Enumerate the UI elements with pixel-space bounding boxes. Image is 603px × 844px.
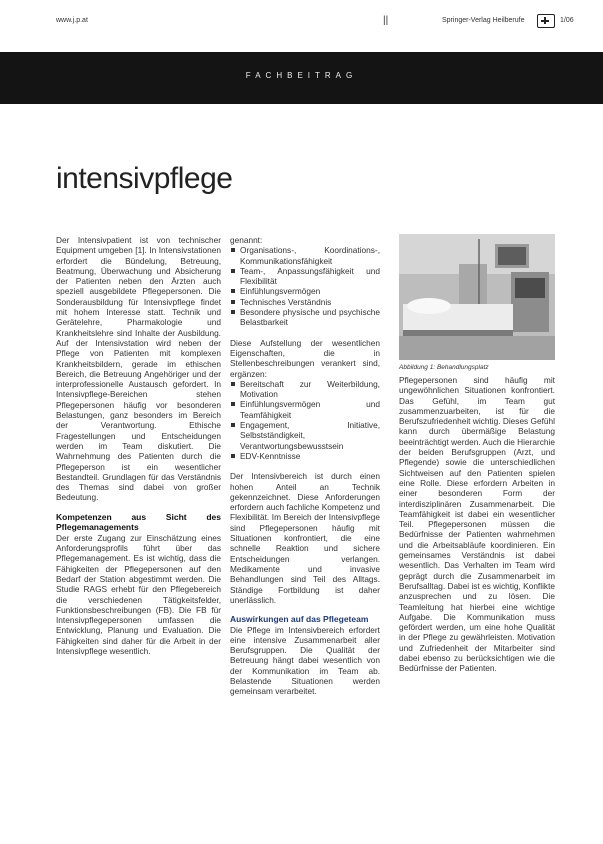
publisher-logo-icon [537,14,555,28]
col2-paragraph-2: Der Intensivbereich ist durch einen hohen Anteil an Technik gekennzeichnet. Diese Anforderungen erfordern auch fachliche Kompetenz und Flexibilität. Im Bereich der Intensivpflege sind Pflegepersonen häufig mit Situationen konfrontiert, die eine schnelle Reaktion und sichere Entscheidungen verlangen. Medikamente und invasive Behandlungen sind Teil des Alltags. Ständige Fortbildung ist daher unerlässlich. [230,471,380,605]
list-item: EDV-Kenntnisse [230,451,380,461]
header-issue-number: 1/06 [560,17,574,24]
page-header [0,14,603,28]
list-item: Team-, Anpassungsfähigkeit und Flexibilität [230,266,380,287]
banner-label: FACHBEITRAG [245,71,358,80]
col3-paragraph: Pflegepersonen sind häufig mit ungewöhnlichen Situationen konfrontiert. Das Gefühl, im Team gut zusammenzuarbeiten, ist für die Berufszufriedenheit wichtig. Dieses Gefühl kann durch übermäßige Belastung beeinträchtigt werden. Auch die Hierarchie der beiden Berufsgruppen (Arzt, und Pflegende) sowie die unterschiedlichen Sichtweisen auf den Patienten spielen eine Rolle. Diese erfordern Arbeiten in einer besonderen Form der interdisziplinären Zusammenarbeit. Die Teamfähigkeit ist dabei ein wesentlicher Teil. Pflegepersonen müssen die Bedürfnisse der Patienten wahrnehmen und die Arbeitsabläufe koordinieren. Ein gemeinsames Verständnis ist dabei wesentlich. Das Verhalten im Team wird geprägt durch die Zusammenarbeit im Berufsalltag. Dabei ist es wichtig, Konflikte anzusprechen und zu lösen. Die Teamleitung hat hierbei eine wichtige Aufgabe. Die Kommunikation muss gefördert werden, um eine hohe Qualität in der Pflege zu gewährleisten. Motivation und Zufriedenheit der Mitarbeiter sind dabei ebenso zu berücksichtigen wie die Bedürfnisse der Patienten. [399,375,555,674]
col2-paragraph-1: Diese Aufstellung der wesentlichen Eigenschaften, die in Stellenbeschreibungen verankert sind, ergänzen: [230,337,380,379]
list-item: Einfühlungsvermögen [230,286,380,296]
col2-intro: genannt: [230,235,263,245]
column-2 [230,235,380,706]
col2-paragraph-3: Die Pflege im Intensivbereich erfordert eine intensive Zusammenarbeit aller Berufsgruppen. Die Qualität der Betreuung hängt dabei wesentlich von der Kommunikation im Team ab. Belastende Situationen werden gemeinsam verarbeitet. [230,624,380,697]
photo-caption: Abbildung 1: Behandlungsplatz [399,364,489,371]
bullet-icon [231,454,235,458]
column-1 [56,235,221,665]
header-website: www.j.p.at [56,17,88,24]
bullet-icon [231,300,235,304]
bullet-icon [231,402,235,406]
col1-paragraph-2: Der erste Zugang zur Einschätzung eines Anforderungsprofils führt über das Pflegemanagement. Es ist wichtig, dass die Fähigkeiten der Pflegepersonen auf den Bedarf der Station abgestimmt werden. Die Studie RAGS erhebt für den Pflegebereich die verschiedenen Tätigkeitsfelder, Funktionsbeschreibungen (FB). Die FB für Intensivpflegepersonen umfassen die Entwicklung, Planung und Evaluation. Die Fähigkeiten sind daher für die Arbeit in der Intensivpflege wesentlich. [56,532,221,656]
competency-list [230,245,380,327]
col1-paragraph: Der Intensivpatient ist von technischer Equipment umgeben [1]. In Intensivstationen erfordert die Bündelung, Betreuung, Beatmung, Überwachung und Absicherung der Patienten neben den Ärzten auch speziell ausgebildete Pflegepersonen. Die Sonderausbildung für Intensivpflege findet mit hohem Interesse statt. Technik und Gerätelehre, Pharmakologie und Krankheitslehre sind Inhalte der Ausbildung. Auf der Intensivstation wird neben der Pflege von Patienten mit komplexen Krankheitsbildern, gerade im ethischen Bereich, die Betreuung Angehöriger und der interprofessionelle Austausch gefordert. In Intensivpflege-Bereichen stehen Pflegepersonen häufig vor besonderen Belastungen, ganz besonders im Bereich der Verantwortung. Ethische Fragestellungen und Entscheidungen werden im Team diskutiert. Die Wahrnehmung des Patienten durch die Pflegeperson ist ein wesentlicher Bestandteil. Grundlagen für das Verständnis des Themas sind dabei von großer Bedeutung. [56,235,221,503]
icu-bed-illustration [399,234,555,360]
bullet-icon [231,310,235,314]
list-item: Besondere physische und psychische Belastbarkeit [230,307,380,328]
bullet-icon [231,289,235,293]
bullet-icon [231,248,235,252]
header-publisher: Springer-Verlag Heilberufe [442,17,525,24]
list-item: Technisches Verständnis [230,297,380,307]
col2-heading: Auswirkungen auf das Pflegeteam [230,614,369,625]
section-banner [0,52,603,104]
col1-heading: Kompetenzen aus Sicht des Pflegemanagements [56,511,221,533]
article-title: intensivpflege [56,162,233,196]
header-separator: || [383,15,389,26]
icu-photo [399,234,555,360]
additional-list [230,379,380,461]
bullet-icon [231,423,235,427]
list-item: Bereitschaft zur Weiterbildung, Motivation [230,379,380,400]
list-item: Einfühlungsvermögen und Teamfähigkeit [230,399,380,420]
list-item: Organisations-, Koordinations-, Kommunikationsfähigkeit [230,245,380,266]
bullet-icon [231,269,235,273]
column-3 [399,375,555,683]
bullet-icon [231,382,235,386]
list-item: Engagement, Initiative, Selbstständigkeit, Verantwortungsbewusstsein [230,420,380,451]
